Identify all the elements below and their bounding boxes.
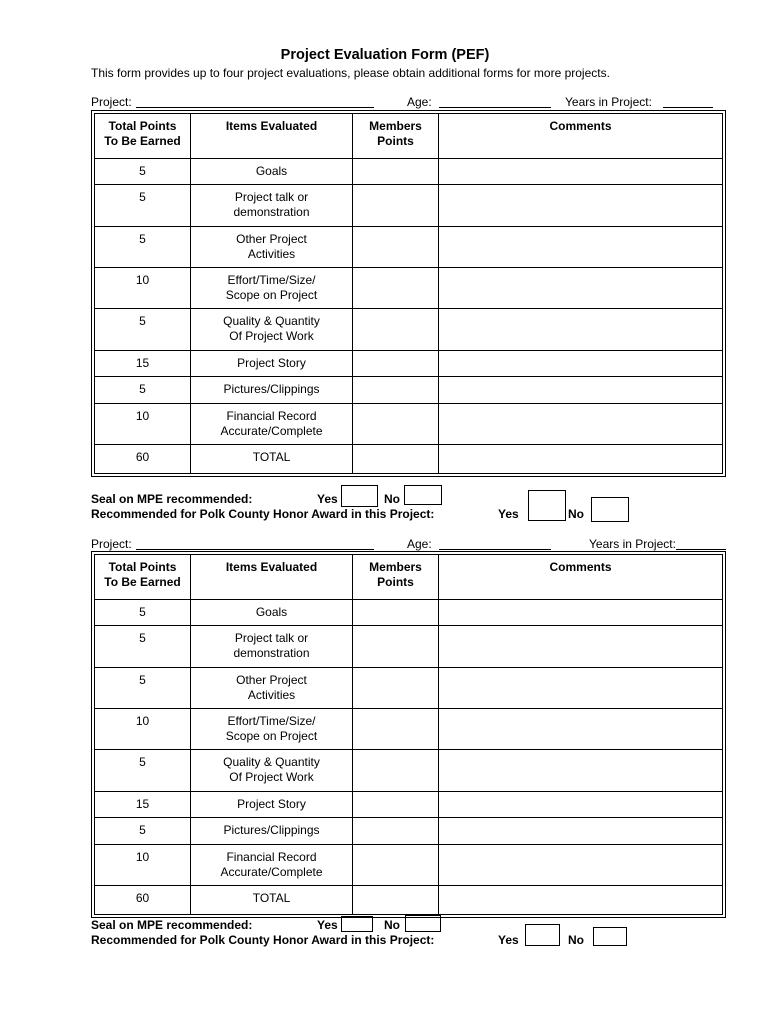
comments-cell[interactable] xyxy=(439,792,723,818)
comments-cell[interactable] xyxy=(439,445,723,474)
comments-cell[interactable] xyxy=(439,709,723,750)
points-cell: 5 xyxy=(95,750,191,792)
evaluation-table xyxy=(94,113,723,474)
comments-cell[interactable] xyxy=(439,886,723,915)
recommendation-block-1 xyxy=(91,490,741,522)
item-cell: Effort/Time/Size/ Scope on Project xyxy=(191,709,353,750)
points-cell: 10 xyxy=(95,709,191,750)
item-cell: TOTAL xyxy=(191,886,353,915)
honor-no-checkbox[interactable] xyxy=(593,927,627,946)
points-cell: 15 xyxy=(95,792,191,818)
item-cell: Project Story xyxy=(191,351,353,377)
item-cell: Project Story xyxy=(191,792,353,818)
table-header-row xyxy=(95,114,723,159)
years-label: Years in Project: xyxy=(589,537,676,551)
item-cell: Goals xyxy=(191,600,353,626)
comments-cell[interactable] xyxy=(439,845,723,886)
members-points-cell[interactable] xyxy=(353,750,439,792)
points-cell: 5 xyxy=(95,159,191,185)
members-points-cell[interactable] xyxy=(353,886,439,915)
seal-yes-checkbox[interactable] xyxy=(341,485,378,507)
table-row xyxy=(95,818,723,845)
members-points-cell[interactable] xyxy=(353,845,439,886)
project-label: Project: xyxy=(91,537,132,551)
honor-no-label: No xyxy=(568,507,584,521)
table-row xyxy=(95,351,723,377)
item-cell: TOTAL xyxy=(191,445,353,474)
table-row xyxy=(95,268,723,309)
item-cell: Quality & Quantity Of Project Work xyxy=(191,309,353,351)
years-field[interactable] xyxy=(663,95,713,108)
comments-cell[interactable] xyxy=(439,377,723,404)
table-header-row xyxy=(95,555,723,600)
seal-no-checkbox[interactable] xyxy=(404,485,442,505)
years-label: Years in Project: xyxy=(565,95,652,109)
table-row xyxy=(95,159,723,185)
comments-cell[interactable] xyxy=(439,626,723,668)
honor-yes-label: Yes xyxy=(498,933,519,947)
table-row xyxy=(95,600,723,626)
table-row xyxy=(95,404,723,445)
honor-yes-checkbox[interactable] xyxy=(528,490,566,521)
members-points-cell[interactable] xyxy=(353,159,439,185)
header-members-points: Members Points xyxy=(353,555,439,600)
comments-cell[interactable] xyxy=(439,404,723,445)
seal-yes-label: Yes xyxy=(317,918,338,932)
points-cell: 10 xyxy=(95,268,191,309)
item-cell: Effort/Time/Size/ Scope on Project xyxy=(191,268,353,309)
item-cell: Financial Record Accurate/Complete xyxy=(191,845,353,886)
item-cell: Pictures/Clippings xyxy=(191,377,353,404)
header-items-evaluated: Items Evaluated xyxy=(191,555,353,600)
honor-yes-label: Yes xyxy=(498,507,519,521)
honor-no-label: No xyxy=(568,933,584,947)
members-points-cell[interactable] xyxy=(353,185,439,227)
table-row xyxy=(95,792,723,818)
table-row-total xyxy=(95,445,723,474)
points-cell: 5 xyxy=(95,626,191,668)
members-points-cell[interactable] xyxy=(353,600,439,626)
project-info-line-2 xyxy=(91,537,726,551)
header-members-points: Members Points xyxy=(353,114,439,159)
seal-label: Seal on MPE recommended: xyxy=(91,918,253,932)
table-row xyxy=(95,709,723,750)
seal-no-checkbox[interactable] xyxy=(405,915,441,932)
table-row xyxy=(95,227,723,268)
form-intro: This form provides up to four project evaluations, please obtain additional forms for more projects. xyxy=(91,66,610,80)
points-cell: 5 xyxy=(95,377,191,404)
table-row xyxy=(95,377,723,404)
header-total-points: Total Points To Be Earned xyxy=(95,114,191,159)
points-cell: 5 xyxy=(95,818,191,845)
points-cell: 5 xyxy=(95,309,191,351)
comments-cell[interactable] xyxy=(439,185,723,227)
comments-cell[interactable] xyxy=(439,309,723,351)
item-cell: Quality & Quantity Of Project Work xyxy=(191,750,353,792)
points-cell: 60 xyxy=(95,445,191,474)
members-points-cell[interactable] xyxy=(353,709,439,750)
evaluation-table-frame xyxy=(91,110,726,477)
comments-cell[interactable] xyxy=(439,750,723,792)
form-title: Project Evaluation Form (PEF) xyxy=(280,47,490,63)
comments-cell[interactable] xyxy=(439,159,723,185)
comments-cell[interactable] xyxy=(439,600,723,626)
item-cell: Goals xyxy=(191,159,353,185)
points-cell: 5 xyxy=(95,185,191,227)
header-total-points: Total Points To Be Earned xyxy=(95,555,191,600)
members-points-cell[interactable] xyxy=(353,377,439,404)
seal-label: Seal on MPE recommended: xyxy=(91,492,253,506)
age-field[interactable] xyxy=(439,95,551,108)
members-points-cell[interactable] xyxy=(353,268,439,309)
comments-cell[interactable] xyxy=(439,668,723,709)
table-row xyxy=(95,185,723,227)
comments-cell[interactable] xyxy=(439,268,723,309)
honor-yes-checkbox[interactable] xyxy=(525,924,560,946)
header-comments: Comments xyxy=(439,114,723,159)
project-name-field[interactable] xyxy=(136,537,374,550)
age-label: Age: xyxy=(407,95,432,109)
members-points-cell[interactable] xyxy=(353,404,439,445)
table-row xyxy=(95,845,723,886)
seal-no-label: No xyxy=(384,492,400,506)
item-cell: Financial Record Accurate/Complete xyxy=(191,404,353,445)
honor-label: Recommended for Polk County Honor Award in this Project: xyxy=(91,507,435,521)
years-field[interactable] xyxy=(676,537,726,550)
members-points-cell[interactable] xyxy=(353,351,439,377)
points-cell: 10 xyxy=(95,404,191,445)
header-items-evaluated: Items Evaluated xyxy=(191,114,353,159)
points-cell: 5 xyxy=(95,600,191,626)
honor-no-checkbox[interactable] xyxy=(591,497,629,522)
table-row xyxy=(95,750,723,792)
points-cell: 10 xyxy=(95,845,191,886)
members-points-cell[interactable] xyxy=(353,818,439,845)
table-row xyxy=(95,309,723,351)
comments-cell[interactable] xyxy=(439,227,723,268)
comments-cell[interactable] xyxy=(439,351,723,377)
table-row-total xyxy=(95,886,723,915)
points-cell: 5 xyxy=(95,668,191,709)
header-comments: Comments xyxy=(439,555,723,600)
item-cell: Other Project Activities xyxy=(191,668,353,709)
members-points-cell[interactable] xyxy=(353,445,439,474)
item-cell: Project talk or demonstration xyxy=(191,626,353,668)
members-points-cell[interactable] xyxy=(353,227,439,268)
recommendation-block-2 xyxy=(91,916,741,948)
evaluation-table-frame xyxy=(91,551,726,918)
seal-no-label: No xyxy=(384,918,400,932)
project-info-line-1 xyxy=(91,95,726,109)
table-row xyxy=(95,668,723,709)
points-cell: 15 xyxy=(95,351,191,377)
table-row xyxy=(95,626,723,668)
age-field[interactable] xyxy=(439,537,551,550)
honor-label: Recommended for Polk County Honor Award in this Project: xyxy=(91,933,435,947)
seal-yes-label: Yes xyxy=(317,492,338,506)
project-label: Project: xyxy=(91,95,132,109)
comments-cell[interactable] xyxy=(439,818,723,845)
item-cell: Pictures/Clippings xyxy=(191,818,353,845)
seal-yes-checkbox[interactable] xyxy=(341,916,373,932)
members-points-cell[interactable] xyxy=(353,626,439,668)
members-points-cell[interactable] xyxy=(353,309,439,351)
item-cell: Other Project Activities xyxy=(191,227,353,268)
points-cell: 5 xyxy=(95,227,191,268)
members-points-cell[interactable] xyxy=(353,792,439,818)
points-cell: 60 xyxy=(95,886,191,915)
evaluation-table xyxy=(94,554,723,915)
item-cell: Project talk or demonstration xyxy=(191,185,353,227)
project-name-field[interactable] xyxy=(136,95,374,108)
members-points-cell[interactable] xyxy=(353,668,439,709)
age-label: Age: xyxy=(407,537,432,551)
